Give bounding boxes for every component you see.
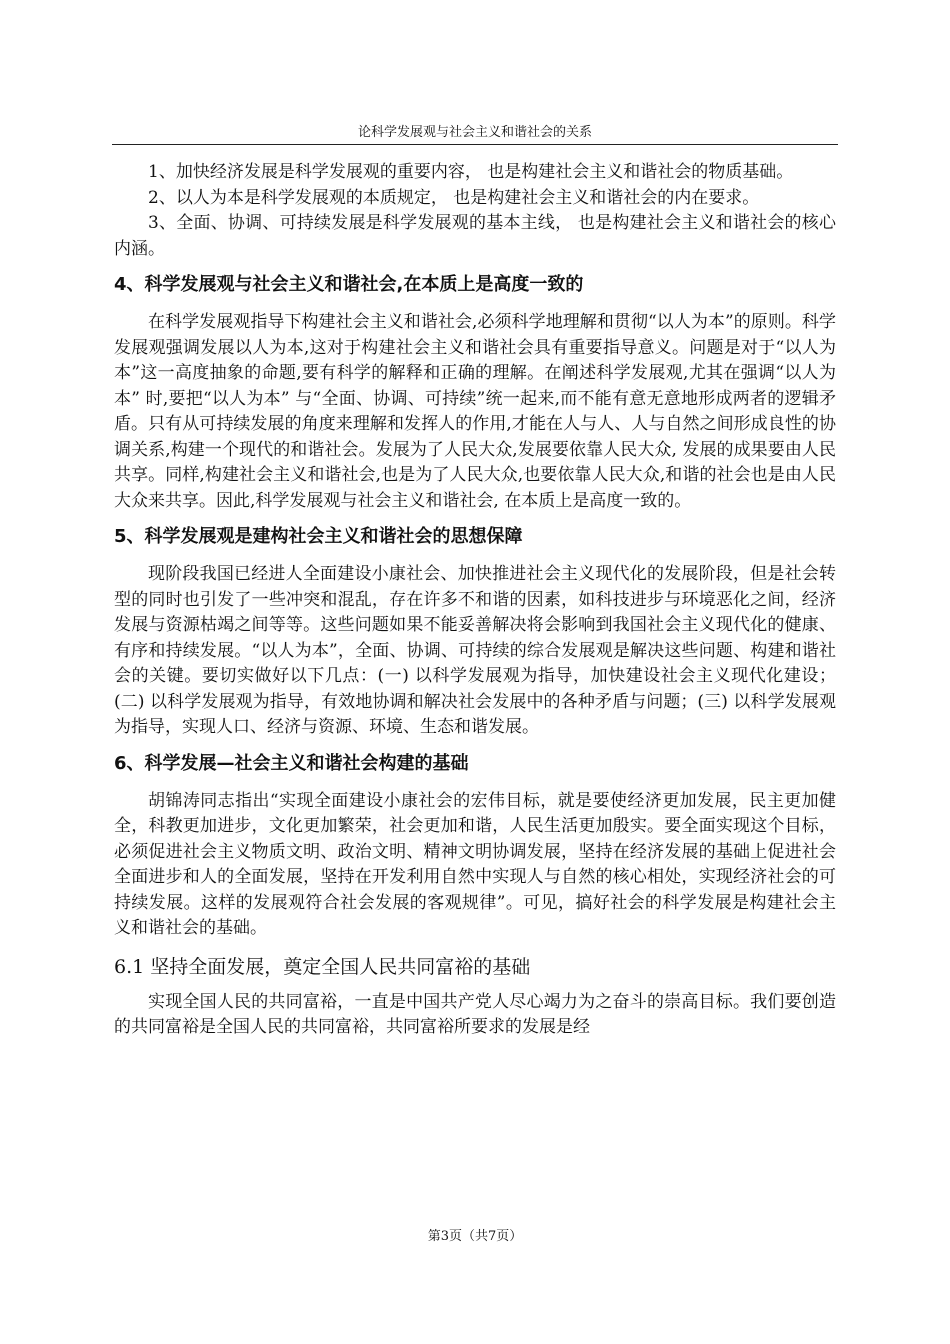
document-body bbox=[114, 160, 836, 1041]
section-5-heading: 5、科学发展观是建构社会主义和谐社会的思想保障 bbox=[114, 526, 523, 547]
page-header: 论科学发展观与社会主义和谐社会的关系 bbox=[112, 124, 838, 145]
section-6-heading: 6、科学发展—社会主义和谐社会构建的基础 bbox=[114, 752, 469, 774]
section-4-paragraph: 在科学发展观指导下构建社会主义和谐社会,必须科学地理解和贯彻“以人为本”的原则。科学发展观强调发展以人为本,这对于构建社会主义和谐社会具有重要指导意义。问题是对于“以人为本”这一高度抽象的命题,要有科学的解释和正确的理解。在阐述科学发展观,尤其在强调“以人为本” 时,要把“以人为本” 与“全面、协调、可持续”统一起来,而不能有意无意地形成两者的逻辑矛盾。只有从可持续发展的角度来理解和发挥人的作用,才能在人与人、人与自然之间形成良性的协调关系,构建一个现代的和谐社会。发展为了人民大众,发展要依靠人民大众, 发展的成果要由人民共享。同样,构建社会主义和谐社会,也是为了人民大众,也要依靠人民大众,和谐的社会也是由人民大众来共享。因此,科学发展观与社会主义和谐社会, 在本质上是高度一致的。 bbox=[114, 312, 836, 511]
subsection-6-1-heading: 6.1 坚持全面发展，奠定全国人民共同富裕的基础 bbox=[114, 955, 531, 978]
section-4-heading: 4、科学发展观与社会主义和谐社会,在本质上是高度一致的 bbox=[114, 274, 584, 295]
subsection-6-1-paragraph: 实现全国人民的共同富裕，一直是中国共产党人尽心竭力为之奋斗的崇高目标。我们要创造的共同富裕是全国人民的共同富裕，共同富裕所要求的发展是经 bbox=[114, 991, 836, 1037]
page-footer: 第3页（共7页） bbox=[427, 1229, 523, 1244]
intro-point-3: 3、全面、协调、可持续发展是科学发展观的基本主线， 也是构建社会主义和谐社会的核心内涵。 bbox=[114, 213, 836, 259]
section-6-paragraph: 胡锦涛同志指出“实现全面建设小康社会的宏伟目标，就是要使经济更加发展，民主更加健全，科教更加进步，文化更加繁荣，社会更加和谐，人民生活更加殷实。要全面实现这个目标，必须促进社会主义物质文明、政治文明、精神文明协调发展，坚持在经济发展的基础上促进社会全面进步和人的全面发展，坚持在开发利用自然中实现人与自然的核心相处，实现经济社会的可持续发展。这样的发展观符合社会发展的客观规律”。可见，搞好社会的科学发展是构建社会主义和谐社会的基础。 bbox=[114, 790, 836, 938]
intro-point-1: 1、加快经济发展是科学发展观的重要内容， 也是构建社会主义和谐社会的物质基础。 bbox=[148, 162, 794, 182]
intro-point-2: 2、以人为本是科学发展观的本质规定， 也是构建社会主义和谐社会的内在要求。 bbox=[148, 187, 760, 208]
section-5-paragraph: 现阶段我国已经进人全面建设小康社会、加快推进社会主义现代化的发展阶段，但是社会转型的同时也引发了一些冲突和混乱，存在许多不和谐的因素，如科技进步与环境恶化之间，经济发展与资源枯竭之间等等。这些问题如果不能妥善解决将会影响到我国社会主义现代化的健康、有序和持续发展。“以人为本”，全面、协调、可持续的综合发展观是解决这些问题、构建和谐社会的关键。要切实做好以下几点：(一) 以科学发展观为指导，加快建设社会主义现代化建设；(二) 以科学发展观为指导，有效地协调和解决社会发展中的各种矛盾与问题；(三) 以科学发展观为指导，实现人口、经济与资源、环境、生态和谐发展。 bbox=[114, 564, 836, 737]
